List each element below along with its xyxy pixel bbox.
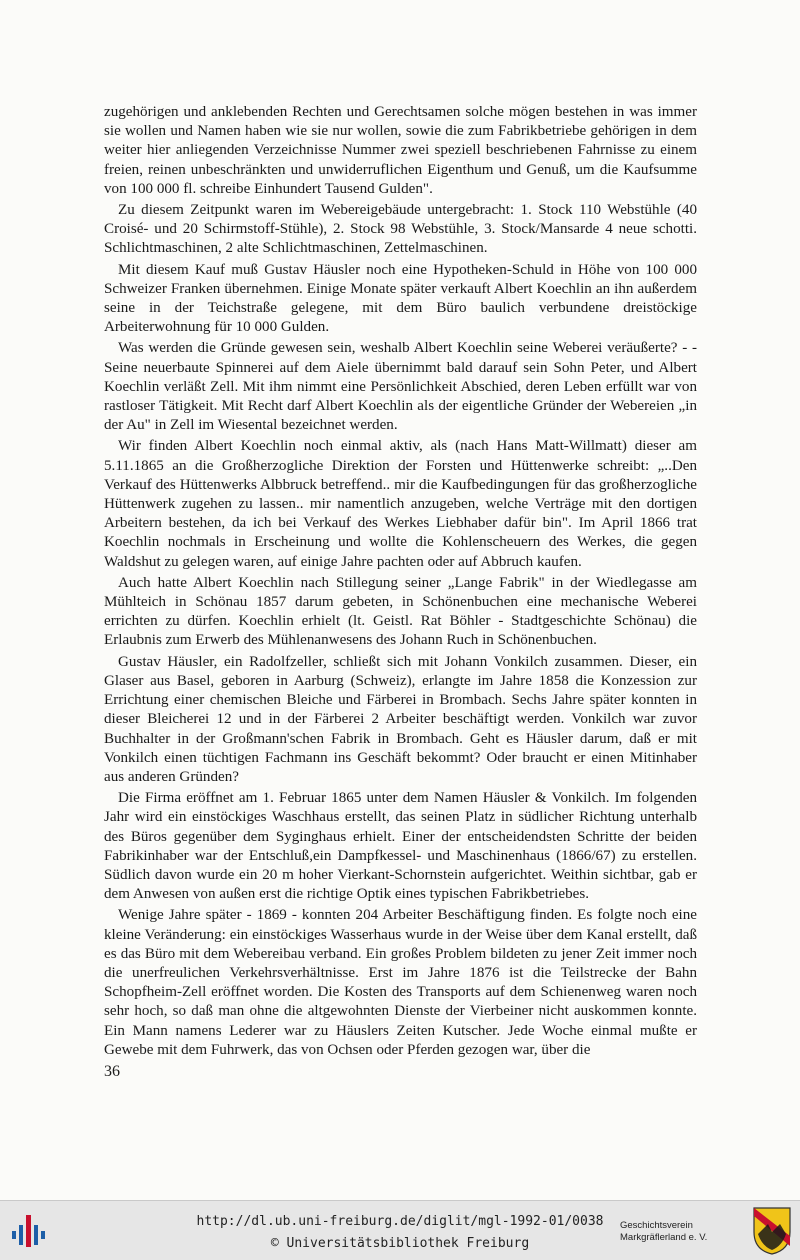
- page-number: 36: [104, 1063, 120, 1080]
- viewer-footer: [0, 1200, 800, 1260]
- paragraph: Wenige Jahre später - 1869 - konnten 204 Arbeiter Beschäftigung finden. Es folgte noch eine kleine Veränderung: ein einstöckiges Wasserhaus wurde in der Weise über dem Kanal erstellt, daß es das Büro mit dem Webereibau verband. Ein großes Problem bildeten zu jener Zeit immer noch die unerfreulichen Verkehrsverhältnisse. Erst im Jahre 1876 ist die Teilstrecke der Bahn Schopfheim-Zell eröffnet worden. Die Kosten des Transports auf dem Schienenweg waren noch sehr hoch, so daß man ohne die altgewohnten Dienste der Vierbeiner nicht auskommen konnte. Ein Mann namens Lederer war zu Häuslers Zeiten Kutscher. Jede Woche einmal mußte er Gewebe mit dem Fuhrwerk, das von Ochsen oder Pferden gezogen war, über die: [104, 907, 697, 1058]
- paragraph: Mit diesem Kauf muß Gustav Häusler noch eine Hypotheken-Schuld in Höhe von 100 000 Schweizer Franken übernehmen. Einige Monate später verkauft Albert Koechlin an ihn außerdem seine in der Teichstraße gelegene, mit dem Büro baulich verbundene dreistöckige Arbeiterwohnung für 10 000 Gulden.: [104, 261, 697, 336]
- paragraph: Zu diesem Zeitpunkt waren im Webereigebäude untergebracht: 1. Stock 110 Webstühle (40 Croisé- und 20 Schirmstoff-Stühle), 2. Stock 98 Webstühle, 3. Stock/Mansarde 4 neue schotti. Schlichtmaschinen, 2 alte Schlichtmaschinen, Zettelmaschinen.: [104, 202, 697, 257]
- coat-of-arms-icon: [752, 1206, 792, 1256]
- publisher-line-2: Markgräflerland e. V.: [620, 1232, 708, 1243]
- paragraph: Wir finden Albert Koechlin noch einmal aktiv, als (nach Hans Matt-Willmatt) dieser am 5.11.1865 an die Großherzogliche Direktion der Forsten und Hüttenwerke schreibt: „..Den Verkauf des Hüttenwerks Albbruck betreffend.. mir die Kaufbedingungen für das großherzogliche Hüttenwerk zugehen zu lassen.. mir namentlich anzugeben, welche Verträge mit den dortigen Arbeitern bestehen, da ich bei Verkauf des Werkes Liebhaber dafür bin". Im April 1866 trat Koechlin nochmals in Erscheinung und wollte die Kohlenscheuern des Werkes, die gegen Waldshut zu gelegen waren, auf einige Jahre pachten oder auf Abbruch kaufen.: [104, 438, 697, 570]
- paragraph: Gustav Häusler, ein Radolfzeller, schließt sich mit Johann Vonkilch zusammen. Dieser, ein Glaser aus Basel, geboren in Aarburg (Schweiz), erlangte im Jahre 1858 die Konzession zur Errichtung einer chemischen Bleiche und Färberei in Brombach. Sechs Jahre später konnten in dieser Bleicherei 12 und in der Färberei 2 Arbeiter beschäftigt werden. Vonkilch war zuvor Buchhalter in der Großmann'schen Fabrik in Brombach. Geht es Häusler darum, daß er mit Vonkilch einen tüchtigen Fachmann ins Geschäft bekommt? Oder braucht er einen Mitinhaber aus anderen Gründen?: [104, 653, 697, 785]
- paragraph: Die Firma eröffnet am 1. Februar 1865 unter dem Namen Häusler & Vonkilch. Im folgenden Jahr wird ein einstöckiges Waschhaus erstellt, das seinen Platz in südlicher Richtung unterhalb des Büros gegenüber dem Syginghaus erhielt. Einer der entscheidendsten Schritte der beiden Fabrikinhaber war der Entschluß,ein Dampfkessel- und Maschinenhaus (1866/67) zu erstellen. Südlich davon wurde ein 20 m hoher Vierkant-Schornstein aufgerichtet. Weithin sichtbar, gab er dem Anwesen von außen erst die richtige Optik eines typischen Fabrikbetriebes.: [104, 790, 697, 903]
- copyright-text: © Universitätsbibliothek Freiburg: [270, 1236, 530, 1251]
- paragraph: Auch hatte Albert Koechlin nach Stillegung seiner „Lange Fabrik" in der Wiedlegasse am Mühlteich in Schönau 1857 darum gebeten, in Schönenbuchen eine mechanische Weberei errichten zu dürfen. Koechlin erhielt (lt. Geistl. Rat Böhler - Stadtgeschichte Schönau) die Erlaubnis zum Erwerb des Mühlenanwesens des Johann Ruch in Schönenbuchen.: [104, 574, 697, 649]
- paragraph: Was werden die Gründe gewesen sein, weshalb Albert Koechlin seine Weberei veräußerte? - - Seine neuerbaute Spinnerei auf dem Aiele übernimmt bald darauf sein Sohn Peter, und Albert Koechlin verläßt Zell. Mit ihm nimmt eine Persönlichkeit Abschied, deren Leben erfüllt war von rastloser Tätigkeit. Mit Recht darf Albert Koechlin als der eigentliche Gründer der Webereien „in der Au" in Zell im Wiesental bezeichnet werden.: [104, 340, 697, 434]
- publisher-name: [620, 1220, 750, 1244]
- document-url-link[interactable]: http://dl.ub.uni-freiburg.de/diglit/mgl-1992-01/0038: [196, 1214, 604, 1229]
- publisher-line-1: Geschichtsverein: [620, 1220, 693, 1231]
- body-text: [104, 103, 697, 1062]
- paragraph: zugehörigen und anklebenden Rechten und Gerechtsamen solche mögen bestehen in was immer sie wollen und Namen haben wie sie nur wollen, sowie die zum Fabrikbetriebe gehörigen in dem weiter hier anliegenden Verzeichnisse Nummer zwei speziell beschriebenen Fahrnisse zu einem freien, reinen unbeschränkten und unwiderruflichen Eigenthum und Genuß, um die Kaufsumme von 100 000 fl. schreibe Einhundert Tausend Gulden".: [104, 104, 697, 197]
